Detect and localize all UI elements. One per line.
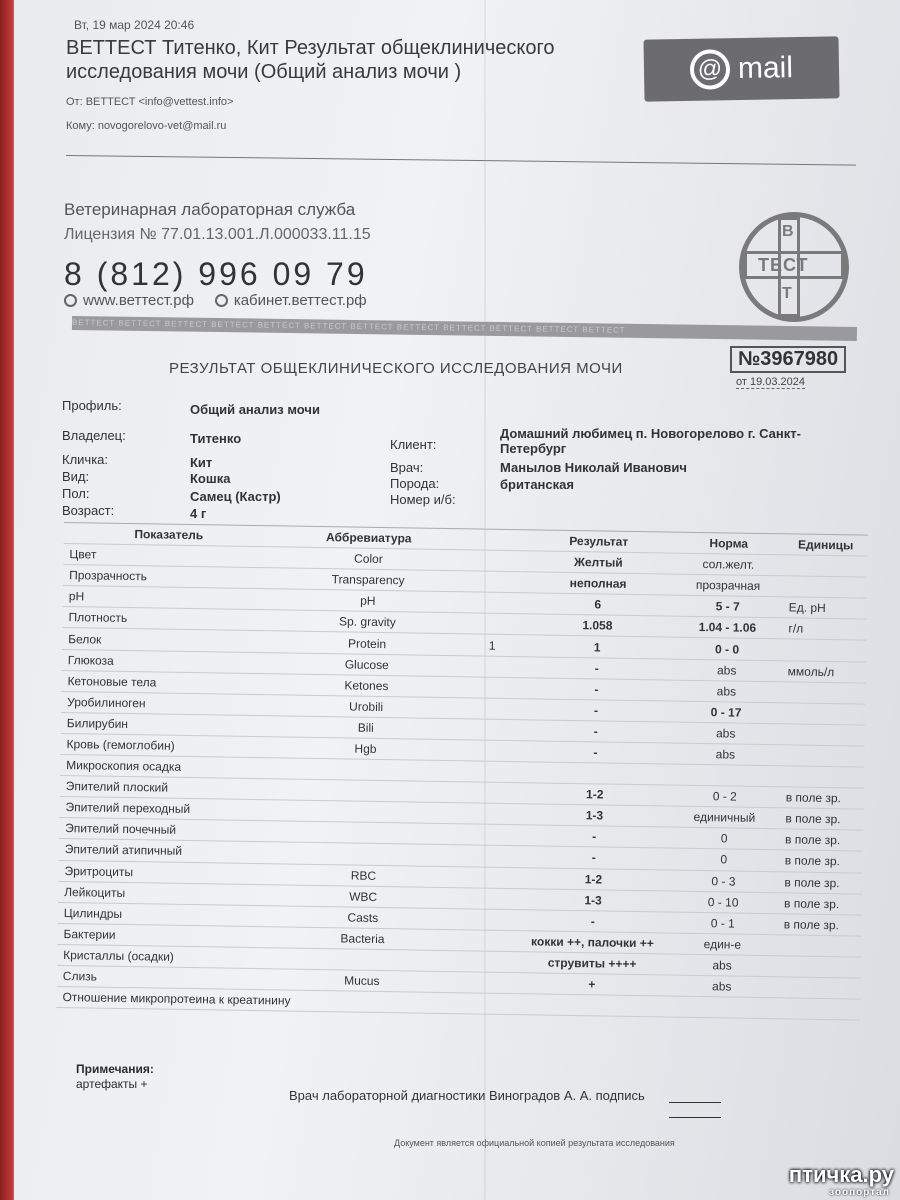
breed-value: британская [500, 477, 574, 492]
result-cell: кокки ++, палочки ++ [517, 930, 667, 953]
result-cell: - [520, 741, 670, 764]
flag-cell [458, 908, 518, 930]
norm-cell: 0 [669, 827, 779, 850]
abbreviation-cell: Bili [271, 716, 461, 740]
species-value: Кошка [190, 471, 231, 486]
client-value: Домашний любимец п. Новогорелово г. Санкт- [500, 426, 801, 441]
brand-stripe: ВЕТТЕСТ ВЕТТЕСТ ВЕТТЕСТ ВЕТТЕСТ ВЕТТЕСТ ВЕТТЕСТ ВЕТТЕСТ ВЕТТЕСТ ВЕТТЕСТ ВЕТТЕСТ ВЕТТЕСТ ВЕТТЕСТ [72, 316, 857, 341]
norm-cell [666, 996, 776, 1019]
mail-logo-text: mail [737, 51, 794, 86]
norm-cell: 0 - 17 [671, 701, 781, 724]
norm-cell: 0 [669, 848, 779, 871]
abbreviation-cell [270, 779, 460, 803]
parameter-cell: Плотность [62, 607, 272, 631]
column-header: Норма [674, 532, 784, 555]
parameter-cell: Цвет [63, 544, 273, 568]
norm-cell: прозрачная [673, 574, 783, 597]
parameter-cell: Эпителий атипичный [59, 839, 269, 863]
abbreviation-cell [270, 758, 460, 782]
abbreviation-cell: Ketones [271, 673, 461, 697]
lab-license: Лицензия № 77.01.13.001.Л.000033.11.15 [64, 226, 371, 243]
printed-document [14, 0, 900, 1200]
abbreviation-cell: Transparency [273, 568, 463, 592]
result-cell: - [519, 846, 669, 869]
column-header: Аббревиатура [274, 526, 464, 550]
result-cell: - [519, 825, 669, 848]
flag-cell [459, 803, 519, 825]
email-to: Кому: novogorelovo-vet@mail.ru [66, 120, 227, 132]
report-date: от 19.03.2024 [736, 376, 806, 388]
norm-cell [670, 764, 780, 787]
flag-cell [460, 740, 520, 762]
pet-name-value: Кит [190, 455, 213, 470]
parameter-cell: Эпителий плоский [60, 776, 270, 800]
result-cell: - [521, 677, 671, 700]
units-cell [777, 977, 861, 999]
abbreviation-cell: RBC [268, 863, 458, 887]
result-cell: 1 [522, 635, 672, 658]
report-number: №3967980 [730, 346, 846, 373]
parameter-cell: Белок [62, 628, 272, 652]
abbreviation-cell: Sp. gravity [272, 610, 462, 634]
norm-cell: abs [670, 743, 780, 766]
mail-logo [643, 36, 839, 101]
sex-label: Пол: [62, 486, 90, 501]
result-cell [516, 994, 666, 1017]
units-cell [780, 745, 864, 767]
flag-cell [463, 571, 523, 593]
flag-cell [460, 782, 520, 804]
result-cell: 1-2 [518, 867, 668, 890]
abbreviation-cell: Protein [272, 631, 462, 655]
parameter-cell: Эпителий почечный [59, 818, 269, 842]
globe-icon [215, 294, 228, 307]
result-cell: - [521, 698, 671, 721]
norm-cell: един-е [667, 933, 777, 956]
flag-cell [457, 951, 517, 973]
units-cell [781, 681, 865, 703]
logo-letter-bottom: Т [782, 285, 792, 302]
client-label: Клиент: [390, 437, 437, 452]
history-number-label: Номер и/б: [390, 492, 456, 507]
units-cell: в поле зр. [779, 829, 863, 851]
units-cell [777, 956, 861, 978]
parameter-cell: Кетоновые тела [61, 670, 271, 694]
flag-cell [461, 698, 521, 720]
sex-value: Самец (Кастр) [190, 489, 281, 504]
vettest-logo [739, 212, 849, 322]
flag-cell: 1 [462, 634, 522, 656]
flag-cell [457, 930, 517, 952]
norm-cell: 5 - 7 [673, 595, 783, 618]
norm-cell: сол.желт. [673, 553, 783, 576]
units-cell: г/л [782, 618, 866, 640]
parameter-cell: Кристаллы (осадки) [57, 944, 267, 968]
norm-cell: 0 - 10 [668, 891, 778, 914]
units-cell: в поле зр. [778, 892, 862, 914]
units-cell [781, 703, 865, 725]
owner-label: Владелец: [62, 428, 126, 443]
units-cell: в поле зр. [778, 871, 862, 893]
units-cell: ммоль/л [782, 660, 866, 682]
column-header [464, 529, 524, 551]
divider [66, 155, 856, 166]
units-cell: в поле зр. [779, 808, 863, 830]
norm-cell: abs [672, 659, 782, 682]
pet-name-label: Кличка: [62, 452, 109, 467]
globe-icon [64, 294, 77, 307]
units-cell: в поле зр. [778, 913, 862, 935]
lab-cabinet: кабинет.веттест.рф [233, 292, 367, 309]
norm-cell: abs [671, 722, 781, 745]
norm-cell: abs [671, 680, 781, 703]
units-cell [777, 935, 861, 957]
units-cell: в поле зр. [779, 850, 863, 872]
units-cell: Ед. pH [783, 597, 867, 619]
parameter-cell: Прозрачность [63, 565, 273, 589]
flag-cell [461, 719, 521, 741]
flag-cell [458, 887, 518, 909]
abbreviation-cell: Color [273, 547, 463, 571]
flag-cell [463, 592, 523, 614]
signature-blank [669, 1117, 721, 1118]
units-cell [776, 998, 860, 1020]
signature-blank [669, 1102, 721, 1103]
units-cell [783, 576, 867, 598]
units-cell [781, 724, 865, 746]
units-cell [782, 639, 866, 661]
flag-cell [459, 845, 519, 867]
doctor-value: Манылов Николай Иванович [500, 460, 687, 475]
result-cell: 1.058 [522, 614, 672, 637]
parameter-cell: Цилиндры [58, 902, 268, 926]
breed-label: Порода: [390, 476, 440, 491]
column-header: Результат [524, 530, 674, 553]
abbreviation-cell: Hgb [270, 737, 460, 761]
results-table [56, 522, 868, 1021]
profile-label: Профиль: [62, 398, 122, 413]
logo-text: ТЕСТ [758, 255, 809, 275]
parameter-cell: Эпителий переходный [59, 797, 269, 821]
parameter-cell: Лейкоциты [58, 881, 268, 905]
result-cell: Желтый [523, 551, 673, 574]
age-label: Возраст: [62, 503, 115, 518]
flag-cell [461, 676, 521, 698]
parameter-cell: Слизь [57, 965, 267, 989]
norm-cell: 0 - 0 [672, 638, 782, 661]
abbreviation-cell: Casts [268, 905, 458, 929]
flag-cell [462, 613, 522, 635]
norm-cell: 1.04 - 1.06 [672, 616, 782, 639]
abbreviation-cell [269, 800, 459, 824]
parameter-cell: Кровь (гемоглобин) [60, 733, 270, 757]
flag-cell [463, 550, 523, 572]
result-cell: струвиты ++++ [517, 952, 667, 975]
units-cell: в поле зр. [780, 787, 864, 809]
footer-note: Документ является официальной копией результата исследования [394, 1138, 675, 1148]
abbreviation-cell: Bacteria [267, 927, 457, 951]
parameter-cell: Эритроциты [58, 860, 268, 884]
parameter-cell: Билирубин [61, 712, 271, 736]
abbreviation-cell: Glucose [272, 652, 462, 676]
at-icon: @ [690, 49, 731, 90]
lab-name: Ветеринарная лабораторная служба [64, 200, 356, 219]
norm-cell: abs [667, 975, 777, 998]
result-cell: 1-2 [520, 783, 670, 806]
units-cell [780, 766, 864, 788]
doctor-label: Врач: [390, 460, 424, 475]
flag-cell [460, 761, 520, 783]
lab-site: www.веттест.рф [83, 292, 194, 309]
parameter-cell: Микроскопия осадка [60, 755, 270, 779]
norm-cell: 0 - 1 [668, 912, 778, 935]
species-label: Вид: [62, 469, 90, 484]
email-date: Вт, 19 мар 2024 20:46 [74, 18, 195, 32]
parameter-cell: Уробилиноген [61, 691, 271, 715]
abbreviation-cell: Urobili [271, 695, 461, 719]
abbreviation-cell [269, 821, 459, 845]
profile-value: Общий анализ мочи [190, 402, 320, 417]
abbreviation-cell: WBC [268, 884, 458, 908]
parameter-cell: pH [63, 586, 273, 610]
report-title: РЕЗУЛЬТАТ ОБЩЕКЛИНИЧЕСКОГО ИССЛЕДОВАНИЯ МОЧИ [169, 360, 623, 377]
notes-text: артефакты + [76, 1077, 148, 1091]
flag-cell [458, 866, 518, 888]
lab-web [64, 292, 367, 309]
notes-title: Примечания: [76, 1062, 154, 1076]
watermark-sub: зоопортал [829, 1187, 890, 1198]
parameter-cell: Глюкоза [62, 649, 272, 673]
result-cell: 6 [523, 593, 673, 616]
parameter-cell: Бактерии [57, 923, 267, 947]
owner-value: Титенко [190, 431, 242, 446]
norm-cell: 0 - 2 [670, 785, 780, 808]
logo-letter-top: В [782, 223, 794, 240]
abbreviation-cell [269, 842, 459, 866]
age-value: 4 г [190, 506, 207, 521]
result-cell: 1-3 [519, 804, 669, 827]
result-cell: 1-3 [518, 888, 668, 911]
result-cell: неполная [523, 572, 673, 595]
signature-line: Врач лабораторной диагностики Виноградов А. А. подпись [289, 1088, 645, 1103]
client-value-cont: Петербург [500, 441, 567, 456]
result-cell: + [517, 973, 667, 996]
flag-cell [462, 655, 522, 677]
units-cell [783, 555, 867, 577]
result-cell: - [522, 656, 672, 679]
parameter-cell: Отношение микропротеина к креатинину [56, 987, 516, 1015]
abbreviation-cell: pH [273, 589, 463, 613]
norm-cell: 0 - 3 [668, 870, 778, 893]
flag-cell [459, 824, 519, 846]
abbreviation-cell: Mucus [267, 969, 457, 993]
result-cell [520, 762, 670, 785]
norm-cell: abs [667, 954, 777, 977]
email-subject: ВЕТТЕСТ Титенко, Кит Результат общеклинического исследования мочи (Общий анализ мочи ) [66, 37, 555, 83]
column-header: Единицы [784, 534, 868, 556]
email-from: От: ВЕТТЕСТ <info@vettest.info> [66, 96, 234, 108]
abbreviation-cell [267, 948, 457, 972]
watermark [770, 1162, 900, 1200]
column-header: Показатель [64, 522, 274, 546]
lab-phone: 8 (812) 996 09 79 [64, 256, 368, 292]
result-cell: - [518, 909, 668, 932]
watermark-main: птичка.ру [788, 1162, 894, 1187]
norm-cell: единичный [669, 806, 779, 829]
flag-cell [457, 972, 517, 994]
result-cell: - [521, 720, 671, 743]
